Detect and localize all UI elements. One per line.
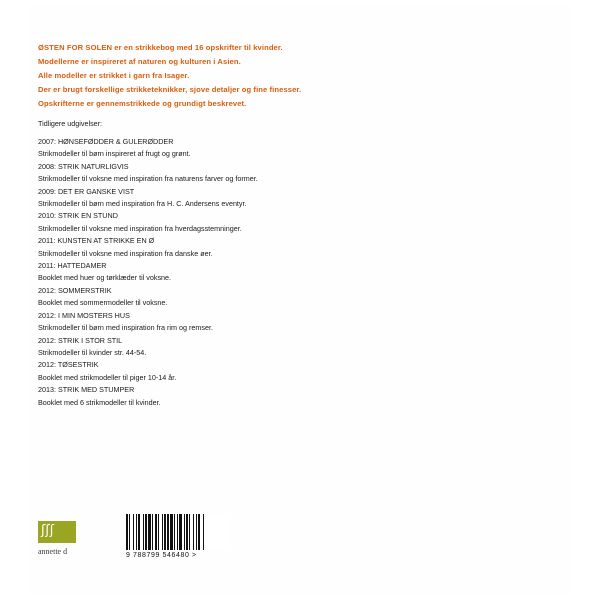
list-item: [38, 359, 478, 384]
list-item: [38, 310, 478, 335]
list-item: [38, 335, 478, 360]
list-item: [38, 260, 478, 285]
backlist-title: 2010: STRIK EN STUND: [38, 211, 118, 221]
publisher-logo-icon: [38, 521, 76, 543]
barcode-number: 9 788799 546480 >: [126, 552, 197, 559]
backlist-desc: Booklet med strikmodeller til piger 10-14 år.: [38, 372, 177, 382]
list-item: [38, 235, 478, 260]
backlist-title: 2009: DET ER GANSKE VIST: [38, 186, 135, 196]
backlist-desc: Strikmodeller til voksne med inspiration fra hverdagsstemninger.: [38, 223, 242, 233]
back-cover: [28, 6, 572, 594]
backlist-title: 2012: TØSESTRIK: [38, 360, 99, 370]
backlist-title: 2008: STRIK NATURLIGVIS: [38, 161, 129, 171]
list-item: [38, 161, 478, 186]
backlist-title: 2012: SOMMERSTRIK: [38, 285, 112, 295]
list-item: [38, 210, 478, 235]
backlist-title: 2012: STRIK I STOR STIL: [38, 335, 123, 345]
publisher-name: annette d: [38, 547, 68, 556]
backlist-desc: Strikmodeller til børn med inspiration fra rim og remser.: [38, 323, 213, 333]
list-item: [38, 384, 478, 409]
backlist-desc: Strikmodeller til børn inspireret af frugt og grønt.: [38, 149, 191, 159]
backlist-desc: Booklet med 6 strikmodeller til kvinder.: [38, 397, 161, 407]
intro-line-4: Der er brugt forskellige strikketeknikker, sjove detaljer og fine finesser.: [38, 85, 302, 94]
backlist-desc: Booklet med sommermodeller til voksne.: [38, 298, 168, 308]
backlist-title: 2007: HØNSEFØDDER & GULERØDDER: [38, 137, 174, 146]
backlist-desc: Strikmodeller til voksne med inspiration fra naturens farver og former.: [38, 174, 258, 184]
barcode-block: [126, 514, 234, 559]
barcode-icon: [126, 514, 230, 550]
backlist-title: 2013: STRIK MED STUMPER: [38, 385, 135, 395]
backlist-desc: Strikmodeller til kvinder str. 44-54.: [38, 347, 147, 357]
intro-line-5: Opskrifterne er gennemstrikkede og grundigt beskrevet.: [38, 99, 247, 108]
intro-line-3: Alle modeller er strikket i garn fra Isager.: [38, 71, 190, 80]
backlist-title: 2011: HATTEDAMER: [38, 261, 107, 271]
backlist-title: 2012: I MIN MOSTERS HUS: [38, 310, 130, 320]
logo-glyphs: ʃʃʃ: [41, 523, 55, 538]
intro-line-2: Modellerne er inspireret af naturen og kulturen i Asien.: [38, 57, 241, 66]
list-item: [38, 285, 478, 310]
barcode-bar: [204, 514, 205, 550]
intro-line-1: ØSTEN FOR SOLEN er en strikkebog med 16 opskrifter til kvinder.: [38, 43, 283, 52]
backlist-block: [38, 118, 478, 409]
intro-block: [38, 42, 468, 112]
backlist-desc: Strikmodeller til børn med inspiration fra H. C. Andersens eventyr.: [38, 199, 247, 209]
list-item: [38, 136, 478, 161]
publisher-block: [38, 521, 106, 556]
backlist-desc: Booklet med huer og tørklæder til voksne.: [38, 273, 172, 283]
list-item: [38, 186, 478, 211]
backlist-title: 2011: KUNSTEN AT STRIKKE EN Ø: [38, 236, 155, 246]
backlist-desc: Strikmodeller til voksne med inspiration fra danske øer.: [38, 248, 213, 258]
backlist-heading: Tidligere udgivelser:: [38, 119, 103, 128]
